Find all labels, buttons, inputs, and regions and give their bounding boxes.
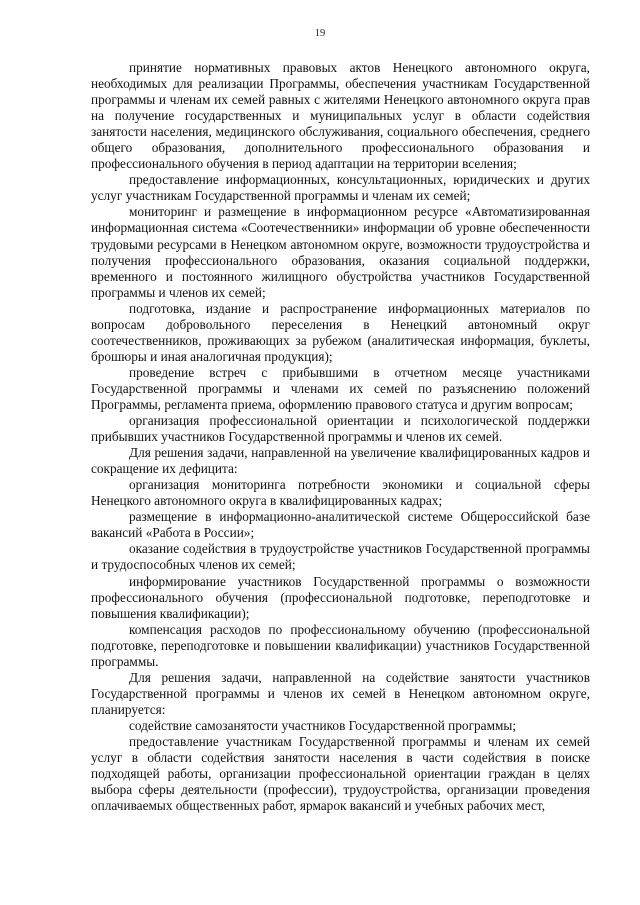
paragraph: подготовка, издание и распространение информационных материалов по вопросам добровольного переселения в Ненецкий автономный округ соотечественников, проживающих за рубежом (аналитическая информация, буклеты, брошюры и иная аналогичная продукция); bbox=[91, 300, 590, 364]
paragraph: принятие нормативных правовых актов Ненецкого автономного округа, необходимых для реализации Программы, обеспечения участникам Государственной программы и членам их семей равных с жителями Ненецкого автономного округа прав на получение государственных и муниципальных услуг в области содействия занятости населения, медицинского обслуживания, социального обеспечения, среднего общего образования, дополнительного профессионального образования и профессионального обучения в период адаптации на территории вселения; bbox=[91, 60, 590, 172]
paragraph: предоставление участникам Государственной программы и членам их семей услуг в области содействия занятости населения в части содействия в поиске подходящей работы, организации профессиональной ориентации граждан в целях выбора сферы деятельности (профессии), трудоустройства, организации проведения оплачиваемых общественных работ, ярмарок вакансий и учебных рабочих мест, bbox=[91, 733, 590, 814]
paragraph: размещение в информационно-аналитической системе Общероссийской базе вакансий «Работа в России»; bbox=[91, 509, 590, 541]
paragraph: мониторинг и размещение в информационном ресурсе «Автоматизированная информационная система «Соотечественники» информации об уровне обеспеченности трудовыми ресурсами в Ненецком автономном округе, возможности трудоустройства и получения профессионального образования, оказания социальной поддержки, временного и постоянного жилищного обустройства участников Государственной программы и членов их семей; bbox=[91, 204, 590, 300]
paragraph: компенсация расходов по профессиональному обучению (профессиональной подготовке, переподготовке и повышении квалификации) участников Государственной программы. bbox=[91, 621, 590, 669]
paragraph: предоставление информационных, консультационных, юридических и других услуг участникам Государственной программы и членам их семей; bbox=[91, 172, 590, 204]
paragraph: организация мониторинга потребности экономики и социальной сферы Ненецкого автономного округа в квалифицированных кадрах; bbox=[91, 477, 590, 509]
paragraph: организация профессиональной ориентации и психологической поддержки прибывших участников Государственной программы и членов их семей. bbox=[91, 413, 590, 445]
paragraph: информирование участников Государственной программы о возможности профессионального обучения (профессиональной подготовке, переподготовке и повышения квалификации); bbox=[91, 573, 590, 621]
paragraph: оказание содействия в трудоустройстве участников Государственной программы и трудоспособных членов их семей; bbox=[91, 541, 590, 573]
document-body bbox=[91, 60, 590, 814]
page-number: 19 bbox=[314, 28, 326, 39]
paragraph: содействие самозанятости участников Государственной программы; bbox=[129, 717, 517, 733]
paragraph: проведение встреч с прибывшими в отчетном месяце участниками Государственной программы и членами их семей по разъяснению положений Программы, регламента приема, оформлению правового статуса и другим вопросам; bbox=[91, 364, 590, 412]
paragraph: Для решения задачи, направленной на увеличение квалифицированных кадров и сокращение их дефицита: bbox=[91, 445, 590, 477]
paragraph: Для решения задачи, направленной на содействие занятости участников Государственной программы и членов их семей в Ненецком автономном округе, планируется: bbox=[91, 669, 590, 717]
